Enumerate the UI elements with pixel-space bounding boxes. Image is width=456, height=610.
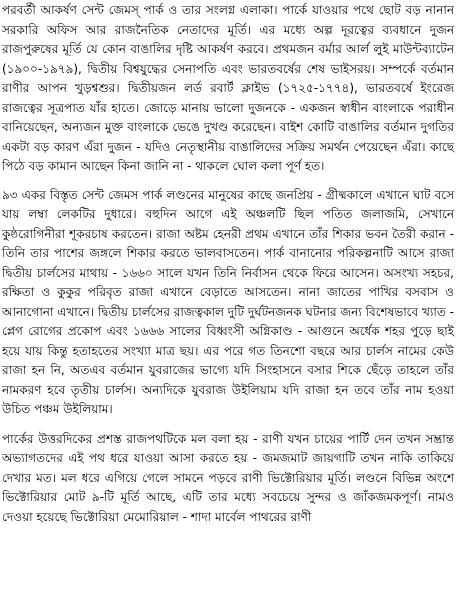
paragraph-the-mall-victoria-memorial: পার্কের উত্তরদিকের প্রশস্ত রাজপথটিকে মল বলা হয় - রাণী যখন চায়ের পার্টি দেন তখন সম্ভ্রান্ত অভ্যাগতদের এই পথ ধরে যাওয়া আসা করতে হয় - জমজমাট জায়গাটি তখন নাকি তাকিয়ে দেখার মত। মল ধরে এগিয়ে গেলে সামনে পড়বে রাণী ভিক্টোরিয়ার মূর্তি। লণ্ডনে বিভিন্ন অংশে ভিক্টোরিয়ার মোট ৯-টি মূর্তি আছে, এটি তার মধ্যে সবচেয়ে সুন্দর ও জাঁকজমকপূর্ণ। নামও দেওয়া হয়েছে ভিক্টোরিয়া মেমোরিয়াল - শাদা মার্বেল পাথরের রাণী	[2, 431, 454, 524]
paragraph-st-james-park-statues: পরবর্তী আকর্ষণ সেন্ট জেমস্ পার্ক ও তার সংলগ্ন এলাকা। পার্কে যাওয়ার পথে ছোট বড় নানান সরকারি অফিস আর রাজনৈতিক নেতাদের মূর্তি। এর মধ্যে অল্প দূরত্বের ব্যবধানে দুজন রাজপুরুষের মূর্তি যে কোন বাঙালির দৃষ্টি আকর্ষণ করবে। প্রথমজন বর্মার আর্ল লুই মাউন্টব্যাটেন (১৯০০-১৯৭৯), দ্বিতীয় বিশ্বযুদ্ধের সেনাপতি এবং ভারতবর্ষের শেষ ভাইসরয়। সম্পর্কে বর্তমান রাণীর আপন খুড়শ্বশুর। দ্বিতীয়জন লর্ড রবার্ট ক্লাইভ (১৭২৫-১৭৭৪), ভারতবর্ষে ইংরেজ রাজত্বের সূত্রপাত যাঁর হাতে। জোড়ে মানায় ভালো দুজনকে - একজন স্বাধীন বাংলাকে পরাধীন বানিয়েছেন, অন্যজন মুক্ত বাংলাকে ভেঙে দুখণ্ড করেছেন। বাইশ কোটি বাঙালির বর্তমান দুগতির একটা বড় কারণ এঁরা দুজন - যদিও নেতৃস্থানীয় বাঙালিদের সক্রিয় সমর্থন পেয়েছেন এঁরা। কাছে পিঠে বড় কামান আছেন কিনা জানি না - থাকলে ঘোল কলা পূর্ণ হত।	[2, 3, 454, 173]
paragraph-st-james-park-history: ৯৩ একর বিস্তৃত সেন্ট জেমস পার্ক লণ্ডনের মানুষের কাছে জনপ্রিয় - গ্রীষ্মকালে এখানে ঘাট বসে যায় লম্বা লেকটির দুধারে। বহুদিন আগে এই অঞ্চলটি ছিল পতিত জলাজমি, সেখানে কুষ্ঠরোগিনীরা শূকরচাষ করতেন। রাজা অষ্টম হেনরী প্রথম এখানে তাঁর শিকার ভবন তৈরী করান - তিনি তার পাশের জঙ্গলে শিকার করতে ভালবাসতেন। পার্ক বানানোর পরিকল্পনাটি আসে রাজা দ্বিতীয় চার্লসের মাথায় - ১৬৬০ সালে যখন তিনি নির্বাসন থেকে ফিরে আসেন। অসংখ্য সহচর, রক্ষিতা ও কুকুর পরিবৃত রাজা এখানে বেড়াতে আসতেন। নানা জাতের পাখির বসবাস ও আনাগোনা এখানে। দ্বিতীয় চার্লসের রাজত্বকাল দুটি দুর্ঘটনজনক ঘটনার জন্য বিশেষভাবে খ্যাত - প্লেগ রোগের প্রকোপ এবং ১৬৬৬ সালের বিধ্বংসী অগ্নিকাণ্ড - আগুনে অর্ধেক শহর পুড়ে ছাই হয়ে যায় কিন্তু হতাহতের সংখ্যা মাত্র ছয়। এর পরে গত তিনশো বছরে আর চার্লস নামের কেউ রাজা হন নি, অতএব বর্তমান যুবরাজের ভাগ্যে যদি সিংহাসনে বসার শিকে ছেঁড়ে তাহলে তাঁর নামকরণ হবে তৃতীয় চার্লস। অন্যদিকে যুবরাজ উইলিয়াম যদি রাজা হন তবে তাঁর নাম হওয়া উচিত পঞ্চম উইলিয়াম।	[2, 187, 454, 416]
